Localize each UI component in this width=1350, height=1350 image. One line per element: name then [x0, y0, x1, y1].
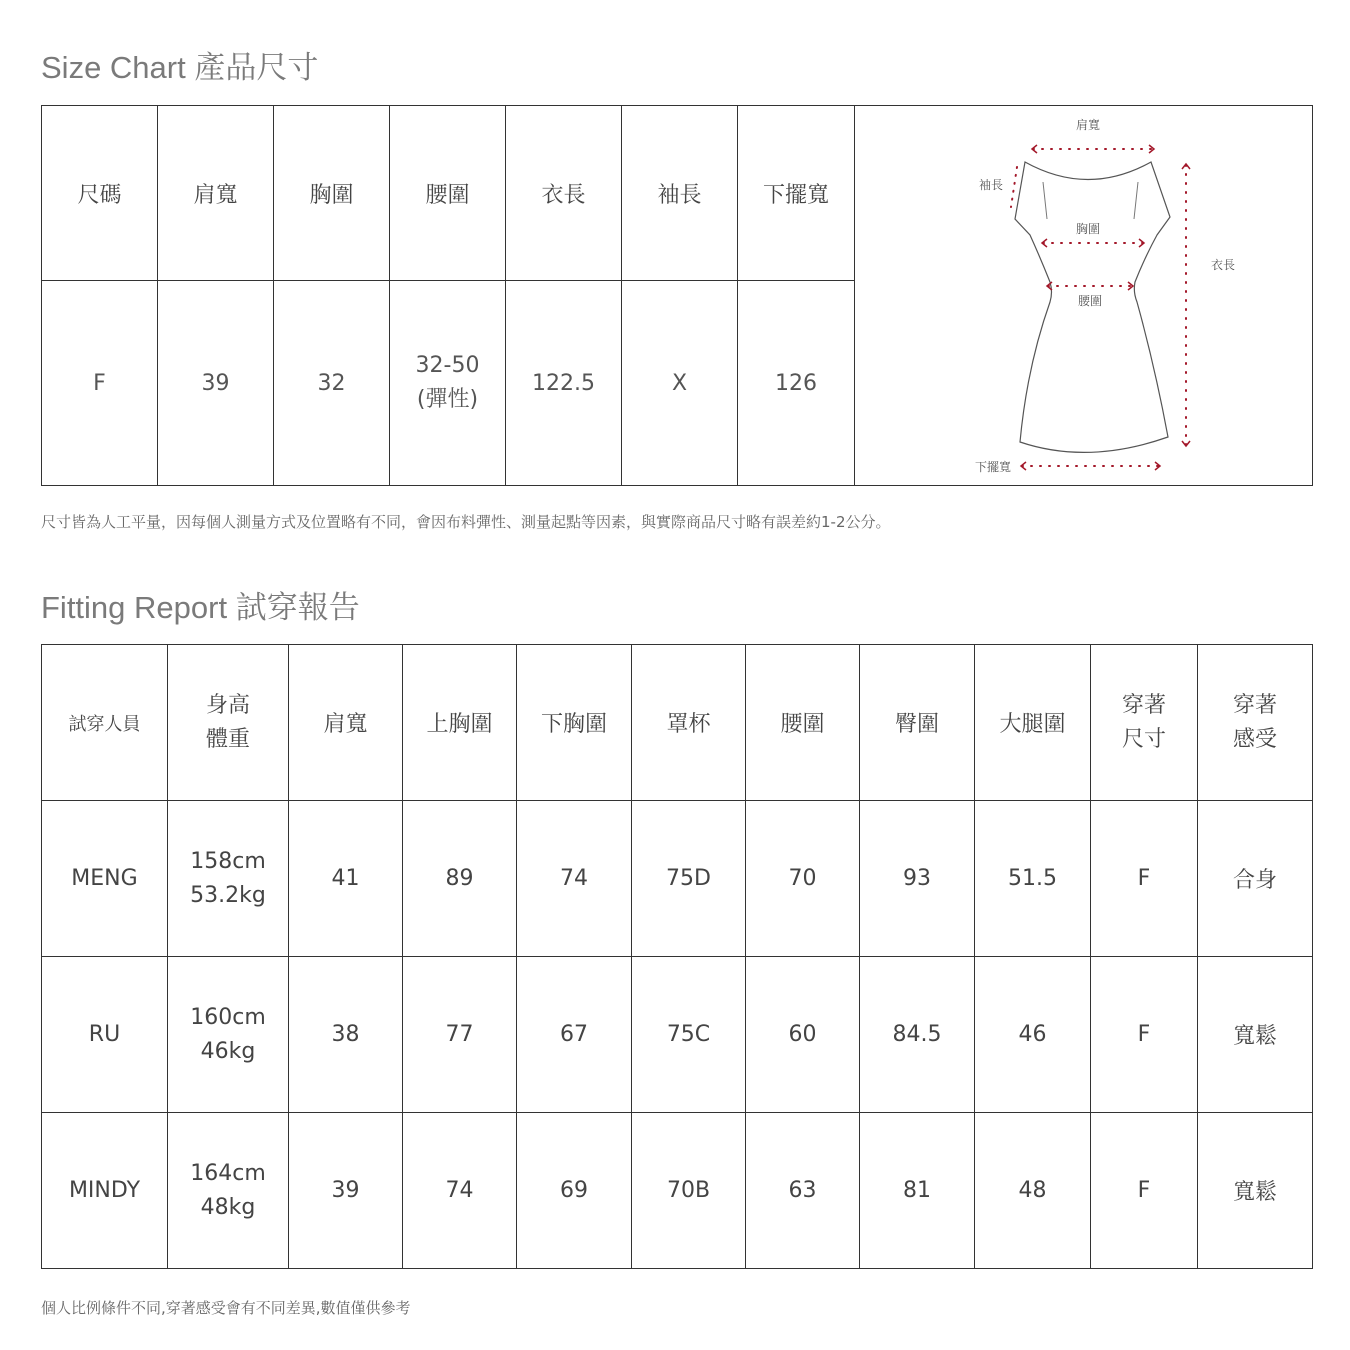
value-shoulder: 39 [158, 281, 274, 486]
cell-height: 164cm [190, 1160, 266, 1186]
header-person: 試穿人員 [42, 645, 168, 801]
cell-feel: 合身 [1198, 801, 1313, 957]
cell-name: RU [42, 957, 168, 1113]
header-hip: 臀圍 [860, 645, 975, 801]
fitting-report-note: 個人比例條件不同,穿著感受會有不同差異,數值僅供參考 [41, 1299, 411, 1317]
cell-weight: 53.2kg [190, 882, 266, 908]
table-row [42, 1113, 1313, 1269]
cell-size: F [1091, 1113, 1198, 1269]
header-size: 尺碼 [42, 106, 158, 281]
cell-waist: 63 [746, 1113, 860, 1269]
value-sleeve: X [622, 281, 738, 486]
header-height: 身高 [205, 692, 250, 718]
value-waist-range: 32-50 [415, 353, 480, 378]
cell-height-weight [168, 1113, 289, 1269]
cell-waist: 70 [746, 801, 860, 957]
header-shoulder: 肩寬 [289, 645, 403, 801]
header-shoulder: 肩寬 [158, 106, 274, 281]
fitting-report-title: Fitting Report 試穿報告 [41, 590, 360, 625]
header-waist: 腰圍 [390, 106, 506, 281]
header-feel-line1: 穿著 [1232, 692, 1277, 718]
cell-size: F [1091, 801, 1198, 957]
cell-feel: 寬鬆 [1198, 957, 1313, 1113]
header-upper-chest: 上胸圍 [403, 645, 517, 801]
cell-lower-chest: 67 [517, 957, 632, 1113]
cell-name: MINDY [42, 1113, 168, 1269]
label-shoulder: 肩寬 [1075, 117, 1101, 132]
cell-shoulder: 38 [289, 957, 403, 1113]
cell-upper-chest: 89 [403, 801, 517, 957]
cell-height-weight [168, 957, 289, 1113]
table-row [42, 957, 1313, 1113]
label-chest: 胸圍 [1075, 221, 1101, 236]
header-lower-chest: 下胸圍 [517, 645, 632, 801]
cell-waist: 60 [746, 957, 860, 1113]
value-hem: 126 [738, 281, 855, 486]
header-size-line2: 尺寸 [1121, 726, 1166, 752]
header-size-worn [1091, 645, 1198, 801]
cell-shoulder: 41 [289, 801, 403, 957]
size-chart-table [41, 105, 1313, 486]
cell-size: F [1091, 957, 1198, 1113]
cell-thigh: 51.5 [975, 801, 1091, 957]
value-waist [390, 281, 506, 486]
cell-weight: 48kg [200, 1194, 256, 1220]
value-chest: 32 [274, 281, 390, 486]
cell-lower-chest: 69 [517, 1113, 632, 1269]
cell-cup: 75D [632, 801, 746, 957]
cell-name: MENG [42, 801, 168, 957]
cell-feel: 寬鬆 [1198, 1113, 1313, 1269]
fitting-report-table [41, 644, 1313, 1269]
cell-hip: 81 [860, 1113, 975, 1269]
size-chart-title: Size Chart 產品尺寸 [41, 50, 319, 85]
header-weight: 體重 [205, 726, 250, 752]
cell-thigh: 46 [975, 957, 1091, 1113]
label-waist: 腰圍 [1077, 293, 1103, 308]
header-feel-line2: 感受 [1232, 726, 1277, 752]
header-sleeve: 袖長 [622, 106, 738, 281]
cell-height: 160cm [190, 1004, 266, 1030]
header-length: 衣長 [506, 106, 622, 281]
cell-hip: 84.5 [860, 957, 975, 1113]
cell-cup: 70B [632, 1113, 746, 1269]
value-size: F [42, 281, 158, 486]
table-row [42, 801, 1313, 957]
header-feel [1198, 645, 1313, 801]
header-height-weight [168, 645, 289, 801]
dress-diagram [855, 106, 1313, 486]
cell-thigh: 48 [975, 1113, 1091, 1269]
value-length: 122.5 [506, 281, 622, 486]
cell-shoulder: 39 [289, 1113, 403, 1269]
size-chart-note: 尺寸皆為人工平量，因每個人測量方式及位置略有不同，會因布料彈性、測量起點等因素，與實際商品尺寸略有誤差約1-2公分。 [41, 513, 891, 531]
cell-height: 158cm [190, 848, 266, 874]
value-waist-note: (彈性) [416, 387, 479, 412]
dress-diagram-svg [855, 107, 1311, 485]
cell-lower-chest: 74 [517, 801, 632, 957]
cell-upper-chest: 77 [403, 957, 517, 1113]
cell-height-weight [168, 801, 289, 957]
header-chest: 胸圍 [274, 106, 390, 281]
header-waist: 腰圍 [746, 645, 860, 801]
header-hem: 下擺寬 [738, 106, 855, 281]
cell-hip: 93 [860, 801, 975, 957]
label-length: 衣長 [1210, 257, 1236, 272]
header-size-line1: 穿著 [1121, 692, 1166, 718]
cell-cup: 75C [632, 957, 746, 1113]
cell-upper-chest: 74 [403, 1113, 517, 1269]
label-hem: 下擺寬 [974, 459, 1011, 474]
header-cup: 罩杯 [632, 645, 746, 801]
cell-weight: 46kg [200, 1038, 256, 1064]
label-sleeve: 袖長 [978, 177, 1003, 192]
header-thigh: 大腿圍 [975, 645, 1091, 801]
